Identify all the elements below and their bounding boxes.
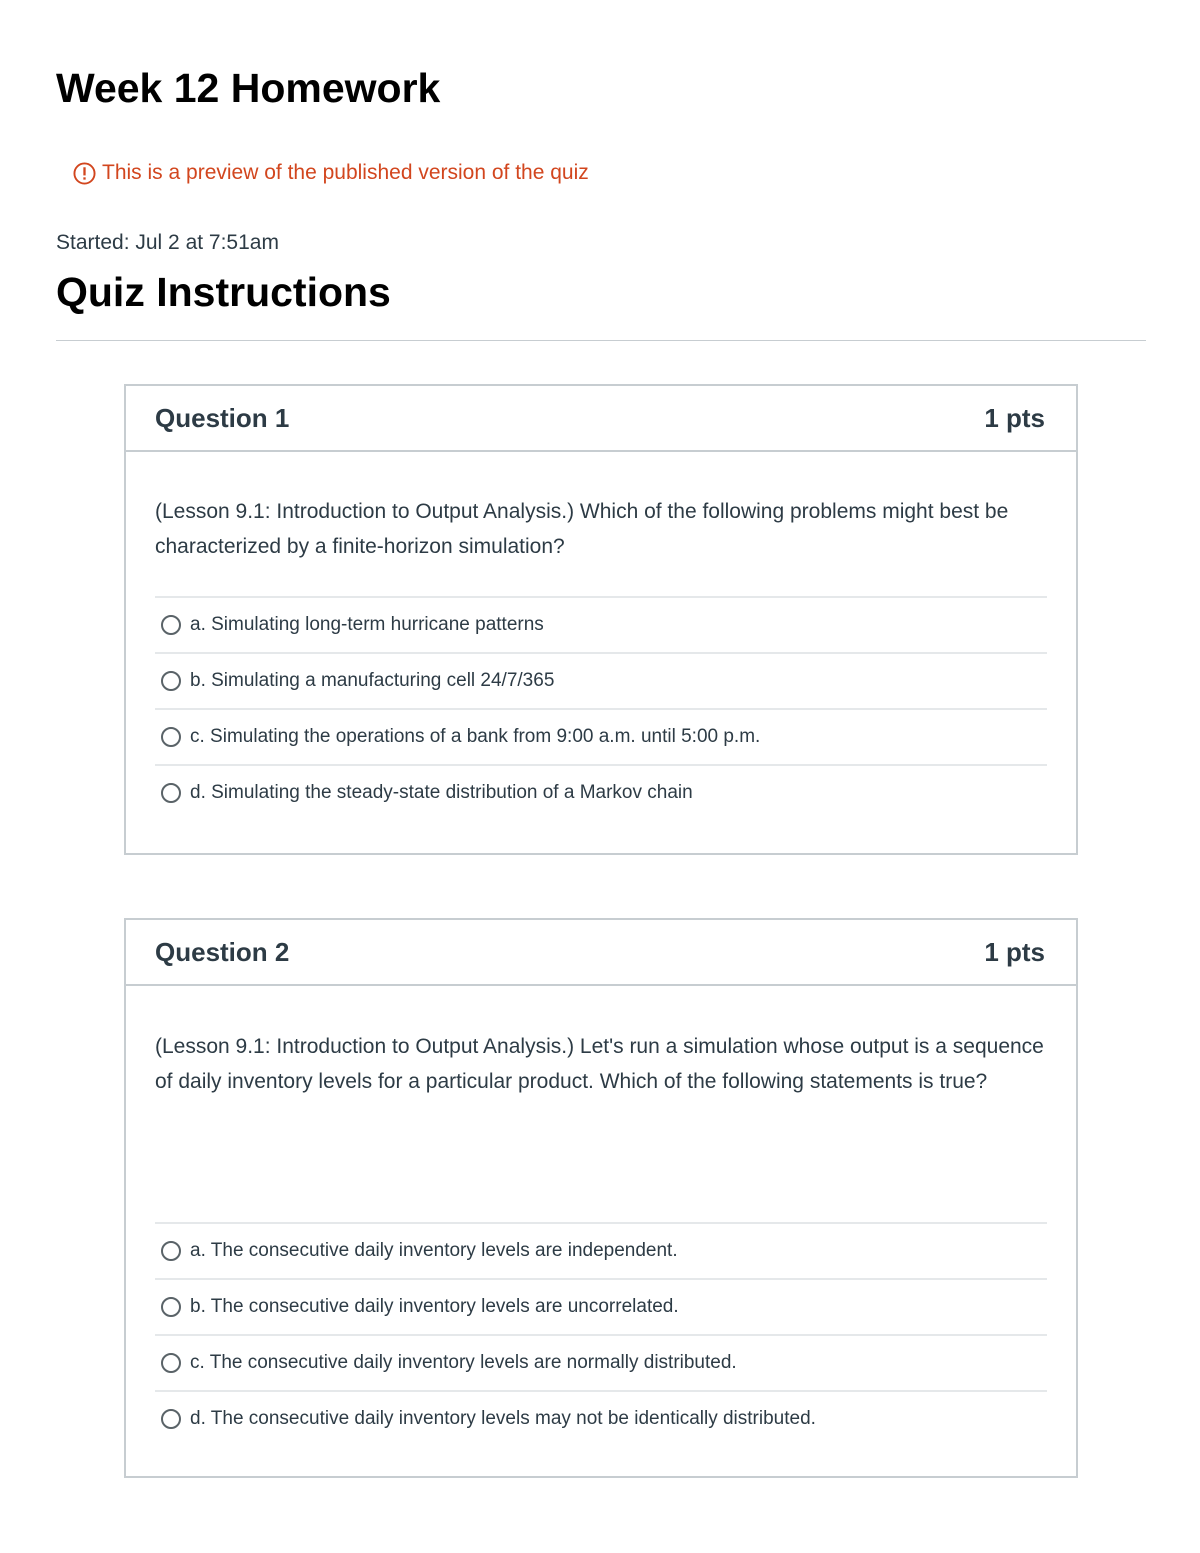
answer-option[interactable] bbox=[155, 710, 1047, 766]
answer-option[interactable] bbox=[155, 1224, 1047, 1280]
radio-button[interactable] bbox=[161, 671, 181, 691]
radio-button[interactable] bbox=[161, 727, 181, 747]
page-title: Week 12 Homework bbox=[56, 65, 441, 111]
answer-label: a. The consecutive daily inventory levels are independent. bbox=[190, 1240, 678, 1261]
answer-list bbox=[155, 596, 1047, 820]
question-header bbox=[126, 386, 1076, 452]
answer-option[interactable] bbox=[155, 766, 1047, 820]
radio-button[interactable] bbox=[161, 1241, 181, 1261]
question-title: Question 1 bbox=[155, 402, 290, 433]
answer-label: d. Simulating the steady-state distribution of a Markov chain bbox=[190, 782, 693, 803]
radio-button[interactable] bbox=[161, 1409, 181, 1429]
preview-notice-text: This is a preview of the published version of the quiz bbox=[102, 161, 589, 184]
answer-option[interactable] bbox=[155, 1392, 1047, 1446]
warning-icon bbox=[73, 162, 96, 185]
answer-option[interactable] bbox=[155, 1280, 1047, 1336]
answer-option[interactable] bbox=[155, 654, 1047, 710]
answer-option[interactable] bbox=[155, 598, 1047, 654]
question-text: (Lesson 9.1: Introduction to Output Analysis.) Let's run a simulation whose output is a sequence of daily inventory levels for a particular product. Which of the following statements is true? bbox=[155, 1035, 1044, 1093]
radio-button[interactable] bbox=[161, 1297, 181, 1317]
question-title: Question 2 bbox=[155, 936, 290, 967]
started-timestamp: Started: Jul 2 at 7:51am bbox=[56, 231, 279, 254]
question-header bbox=[126, 920, 1076, 986]
question-text: (Lesson 9.1: Introduction to Output Analysis.) Which of the following problems might best be characterized by a finite-horizon simulation? bbox=[155, 500, 1009, 558]
radio-button[interactable] bbox=[161, 783, 181, 803]
question-body bbox=[126, 1029, 1076, 1446]
radio-button[interactable] bbox=[161, 615, 181, 635]
quiz-instructions-heading: Quiz Instructions bbox=[56, 269, 391, 315]
answer-list bbox=[155, 1222, 1047, 1446]
question-1 bbox=[124, 384, 1078, 855]
question-body bbox=[126, 494, 1076, 820]
question-2 bbox=[124, 918, 1078, 1478]
preview-notice bbox=[73, 158, 589, 188]
answer-label: a. Simulating long-term hurricane patterns bbox=[190, 614, 544, 635]
radio-button[interactable] bbox=[161, 1353, 181, 1373]
question-points: 1 pts bbox=[984, 402, 1045, 433]
divider bbox=[56, 340, 1146, 341]
answer-option[interactable] bbox=[155, 1336, 1047, 1392]
answer-label: b. Simulating a manufacturing cell 24/7/365 bbox=[190, 670, 555, 691]
question-points: 1 pts bbox=[984, 936, 1045, 967]
answer-label: c. The consecutive daily inventory levels are normally distributed. bbox=[190, 1352, 737, 1373]
answer-label: b. The consecutive daily inventory levels are uncorrelated. bbox=[190, 1296, 679, 1317]
answer-label: d. The consecutive daily inventory levels may not be identically distributed. bbox=[190, 1408, 816, 1429]
answer-label: c. Simulating the operations of a bank from 9:00 a.m. until 5:00 p.m. bbox=[190, 726, 761, 747]
